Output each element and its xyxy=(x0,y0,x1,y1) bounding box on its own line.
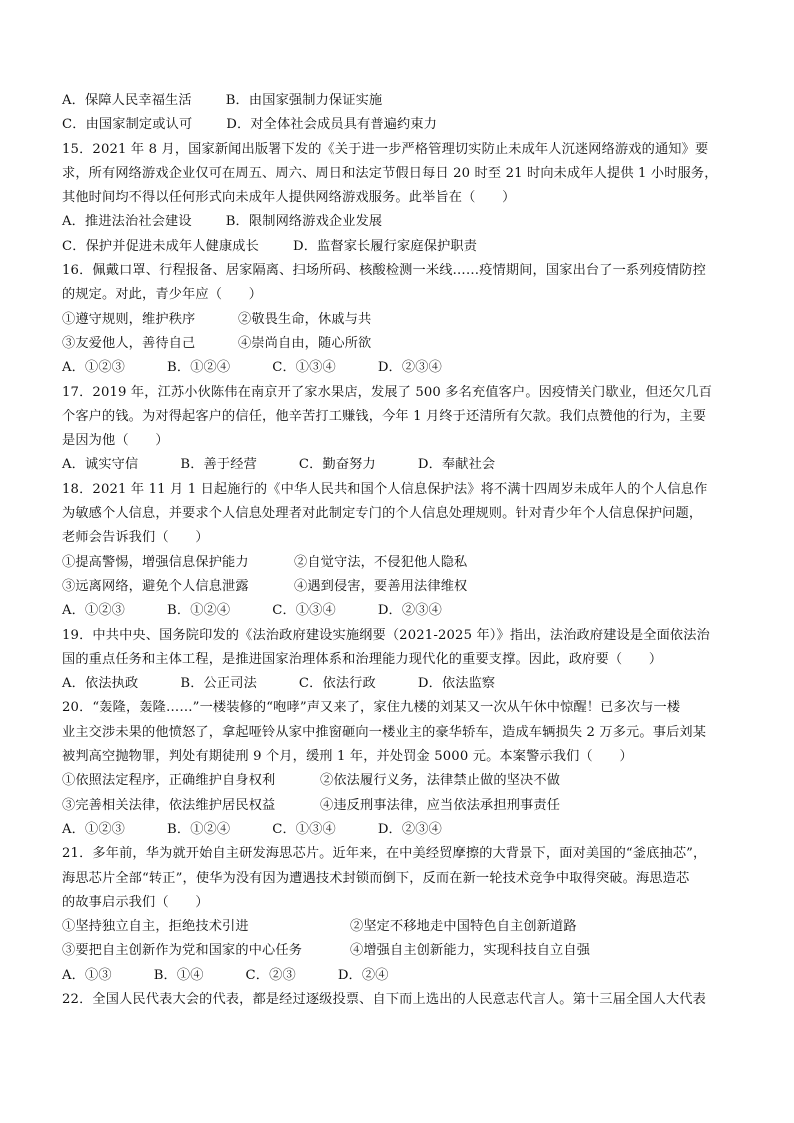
q16-stem-line2: 的规定。对此，青少年应（ ） xyxy=(62,287,263,303)
q16-item-1: ①遵守规则，维护秩序 xyxy=(62,311,196,327)
q16-option-c[interactable]: C．①③④ xyxy=(272,360,336,376)
q15-option-b[interactable]: B．限制网络游戏企业发展 xyxy=(225,214,383,230)
q21-item-3: ③要把自主创新作为党和国家的中心任务 xyxy=(62,943,303,959)
q16-items-row2 xyxy=(62,332,742,356)
q17-stem-line1: 17．2019 年，江苏小伙陈伟在南京开了家水果店，发展了 500 多名充值客户。因疫情关门歇业，但还欠几百 xyxy=(62,384,713,400)
q15-stem-line2: 求，所有网络游戏企业仅可在周五、周六、周日和法定节假日每日 20 时至 21 时向未成年人提供 1 小时服务， xyxy=(62,165,718,181)
q21-option-c[interactable]: C．②③ xyxy=(245,967,296,983)
q20-item-3: ③完善相关法律，依法维护居民权益 xyxy=(62,797,276,813)
q16-stem-line1: 16．佩戴口罩、行程报备、居家隔离、扫场所码、核酸检测一米线……疫情期间，国家出台了一系列疫情防控 xyxy=(62,263,706,279)
q18-stem-line1: 18．2021 年 11 月 1 日起施行的《中华人民共和国个人信息保护法》将不满十四周岁未成年人的个人信息作 xyxy=(62,481,708,497)
q18-stem-line2: 为敏感个人信息，并要求个人信息处理者对此制定专门的个人信息处理规则。针对青少年个人信息保护问题， xyxy=(62,506,703,522)
q16-item-2: ②敬畏生命，休戚与共 xyxy=(238,311,372,327)
q19-stem-line1: 19．中共中央、国务院印发的《法治政府建设实施纲要（2021-2025 年）》指出，法治政府建设是全面依法治 xyxy=(62,627,710,643)
q15-options-row2 xyxy=(62,235,742,259)
q21-item-4: ④增强自主创新能力，实现科技自立自强 xyxy=(350,943,591,959)
q18-option-d[interactable]: D．②③④ xyxy=(377,603,442,619)
q17-stem-line3: 是因为他（ ） xyxy=(62,433,169,449)
q21-stem-line2: 海思芯片全部“转正”，使华为没有因为遭遇技术封锁而倒下，反而在新一轮技术竞争中取得突破。海思造芯 xyxy=(62,870,690,886)
q19-options xyxy=(62,672,742,696)
q16-option-b[interactable]: B．①②④ xyxy=(167,360,231,376)
q17-stem-line2: 个客户的钱。为对得起客户的信任，他辛苦打工赚钱，今年 1 月终于还清所有欠款。我们点赞他的行为，主要 xyxy=(62,408,707,424)
q17-options xyxy=(62,453,742,477)
q17-option-d[interactable]: D．奉献社会 xyxy=(417,457,496,473)
q19-stem-line2: 国的重点任务和主体工程，是推进国家治理体系和治理能力现代化的重要支撑。因此，政府要（ ） xyxy=(62,651,663,667)
q21-option-d[interactable]: D．②④ xyxy=(337,967,389,983)
q16-options xyxy=(62,356,742,380)
q18-stem-line3: 老师会告诉我们（ ） xyxy=(62,530,209,546)
q19-option-a[interactable]: A．依法执政 xyxy=(62,676,139,692)
q20-items-row2 xyxy=(62,794,742,818)
q14-options-row2 xyxy=(62,113,742,137)
q21-stem-line1: 21．多年前，华为就开始自主研发海思芯片。近年来，在中美经贸摩擦的大背景下，面对美国的“釜底抽芯”， xyxy=(62,846,707,862)
q20-item-2: ②依法履行义务，法律禁止做的坚决不做 xyxy=(320,773,561,789)
q14-options-row1 xyxy=(62,89,742,113)
q18-options xyxy=(62,599,742,623)
q21-items-row2 xyxy=(62,939,742,963)
q14-option-a[interactable]: A．保障人民幸福生活 xyxy=(62,93,192,108)
q18-option-a[interactable]: A．①②③ xyxy=(62,603,126,619)
q15-stem-line3: 其他时间均不得以任何形式向未成年人提供网络游戏服务。此举旨在（ ） xyxy=(62,190,516,206)
q18-items-row1 xyxy=(62,551,742,575)
q20-stem-line1: 20．“轰隆，轰隆……”一楼装修的“咆哮”声又来了，家住九楼的刘某又一次从午休中惊醒！已多次与一楼 xyxy=(62,700,681,716)
q20-option-a[interactable]: A．①②③ xyxy=(62,821,126,837)
q21-item-2: ②坚定不移地走中国特色自主创新道路 xyxy=(350,919,577,935)
q18-items-row2 xyxy=(62,575,742,599)
q19-option-d[interactable]: D．依法监察 xyxy=(417,676,496,692)
q19-option-b[interactable]: B．公正司法 xyxy=(180,676,257,692)
q21-options xyxy=(62,964,742,988)
q20-option-c[interactable]: C．①③④ xyxy=(272,821,336,837)
q14-option-c[interactable]: C．由国家制定或认可 xyxy=(62,117,193,133)
q20-stem-line3: 被判高空抛物罪，判处有期徒刑 9 个月，缓刑 1 年，并处罚金 5000 元。本案警示我们（ ） xyxy=(62,749,633,765)
exam-page xyxy=(62,89,742,1012)
q20-item-4: ④违反刑事法律，应当依法承担刑事责任 xyxy=(320,797,561,813)
q20-options xyxy=(62,818,742,842)
q18-item-4: ④遇到侵害，要善用法律维权 xyxy=(294,578,468,594)
q22-stem-line1: 22．全国人民代表大会的代表，都是经过逐级投票、自下而上选出的人民意志代言人。第十三届全国人大代表 xyxy=(62,991,706,1007)
q15-options-row1 xyxy=(62,210,742,234)
q18-option-b[interactable]: B．①②④ xyxy=(167,603,231,619)
q18-item-1: ①提高警惕，增强信息保护能力 xyxy=(62,554,249,570)
q20-items-row1 xyxy=(62,769,742,793)
q15-option-c[interactable]: C．保护并促进未成年人健康成长 xyxy=(62,238,259,254)
q14-option-b[interactable]: B．由国家强制力保证实施 xyxy=(225,93,383,108)
q16-item-4: ④崇尚自由，随心所欲 xyxy=(238,335,372,351)
q14-option-d[interactable]: D．对全体社会成员具有普遍约束力 xyxy=(226,117,438,133)
q20-stem-line2: 业主交涉未果的他愤怒了，拿起哑铃从家中推窗砸向一楼业主的豪华轿车，造成车辆损失 2 万多元。事后刘某 xyxy=(62,724,707,740)
q21-items-row1 xyxy=(62,915,742,939)
q15-stem-line1: 15．2021 年 8 月，国家新闻出版署下发的《关于进一步严格管理切实防止未成年人沉迷网络游戏的通知》要 xyxy=(62,141,709,157)
q15-option-d[interactable]: D．监督家长履行家庭保护职责 xyxy=(292,238,478,254)
q16-option-d[interactable]: D．②③④ xyxy=(377,360,442,376)
q20-item-1: ①依照法定程序，正确维护自身权利 xyxy=(62,773,276,789)
q17-option-c[interactable]: C．勤奋努力 xyxy=(298,457,376,473)
q17-option-a[interactable]: A．诚实守信 xyxy=(62,457,139,473)
q15-option-a[interactable]: A．推进法治社会建设 xyxy=(62,214,192,230)
q21-item-1: ①坚持独立自主，拒绝技术引进 xyxy=(62,919,249,935)
q16-option-a[interactable]: A．①②③ xyxy=(62,360,126,376)
q18-item-3: ③远离网络，避免个人信息泄露 xyxy=(62,578,249,594)
q19-option-c[interactable]: C．依法行政 xyxy=(298,676,376,692)
q16-items-row1 xyxy=(62,308,742,332)
q21-stem-line3: 的故事启示我们（ ） xyxy=(62,894,209,910)
q16-item-3: ③友爱他人，善待自己 xyxy=(62,335,196,351)
q18-item-2: ②自觉守法，不侵犯他人隐私 xyxy=(294,554,468,570)
q20-option-b[interactable]: B．①②④ xyxy=(167,821,231,837)
q21-option-b[interactable]: B．①④ xyxy=(153,967,204,983)
q20-option-d[interactable]: D．②③④ xyxy=(377,821,442,837)
q17-option-b[interactable]: B．善于经营 xyxy=(180,457,257,473)
q21-option-a[interactable]: A．①③ xyxy=(62,967,112,983)
q18-option-c[interactable]: C．①③④ xyxy=(272,603,336,619)
